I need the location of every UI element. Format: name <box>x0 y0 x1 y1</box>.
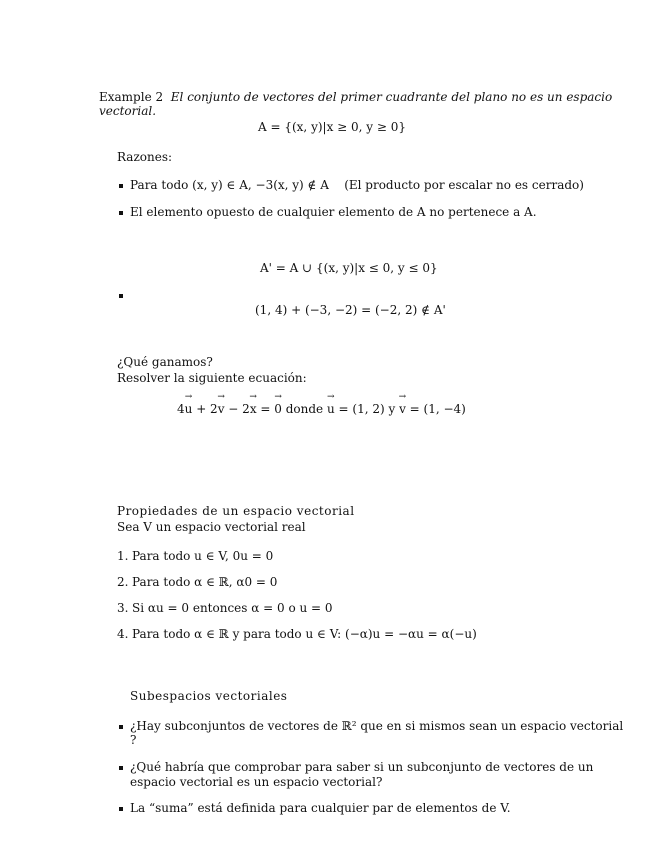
example-statement-line1: El conjunto de vectores del primer cuadrante del plano no es un espacio <box>170 90 613 104</box>
prop-item-text: Para todo α ∈ ℝ, α0 = 0 <box>132 575 278 589</box>
prop-item-number: 1. <box>117 549 129 563</box>
razones-bullet1-note: (El producto por escalar no es cerrado) <box>344 178 584 192</box>
vector-equation <box>177 402 466 416</box>
propiedades-intro: Sea V un espacio vectorial real <box>117 520 306 534</box>
vector-zero: → 0 <box>274 402 282 416</box>
eq-minus: − 2 <box>224 402 250 416</box>
set-definition: A = {(x, y)|x ≥ 0, y ≥ 0} <box>258 120 407 134</box>
subespacios-bullet1-line1: ¿Hay subconjuntos de vectores de ℝ² que en si mismos sean un espacio vectorial <box>130 719 624 733</box>
subespacios-title: Subespacios vectoriales <box>130 689 288 703</box>
bullet-marker <box>119 807 123 811</box>
eq-u-value: = (1, 2) y <box>334 402 400 416</box>
bullet-marker <box>119 211 123 215</box>
eq-v-value: = (1, −4) <box>405 402 466 416</box>
eq-donde: donde <box>281 402 327 416</box>
eq-plus: + 2 <box>192 402 218 416</box>
eq-equals: = <box>256 402 275 416</box>
prop-item-number: 3. <box>117 601 129 615</box>
razones-bullet1 <box>130 178 584 192</box>
vector-u: → u <box>185 402 193 416</box>
example-label: Example 2 <box>99 90 164 104</box>
vector-x: → x <box>250 402 257 416</box>
prop-item-number: 4. <box>117 627 129 641</box>
vector-u-def: → u <box>327 402 335 416</box>
union-definition: A' = A ∪ {(x, y)|x ≤ 0, y ≤ 0} <box>260 261 438 275</box>
eq-coef: 4 <box>177 402 185 416</box>
subespacios-bullet2-line1: ¿Qué habría que comprobar para saber si un subconjunto de vectores de un <box>130 760 594 774</box>
bullet-marker <box>119 725 123 729</box>
prop-item-text: Para todo α ∈ ℝ y para todo u ∈ V: (−α)u = −αu = α(−u) <box>132 627 477 641</box>
subespacios-bullet1-line2: ? <box>130 733 137 747</box>
vector-v-def: → v <box>399 402 406 416</box>
ganamos-title: ¿Qué ganamos? <box>117 355 213 369</box>
prop-item-number: 2. <box>117 575 129 589</box>
propiedades-title: Propiedades de un espacio vectorial <box>117 504 355 518</box>
bullet-marker <box>119 184 123 188</box>
bullet-marker <box>119 294 123 298</box>
example-statement-line2: vectorial. <box>99 104 157 118</box>
prop-item-text: Si αu = 0 entonces α = 0 o u = 0 <box>132 601 333 615</box>
sum-equation: (1, 4) + (−3, −2) = (−2, 2) ∉ A' <box>255 303 446 317</box>
bullet-marker <box>119 766 123 770</box>
vector-v: → v <box>218 402 225 416</box>
ganamos-instruction: Resolver la siguiente ecuación: <box>117 371 307 385</box>
prop-item-text: Para todo u ∈ V, 0u = 0 <box>132 549 274 563</box>
razones-bullet1-text: Para todo (x, y) ∈ A, −3(x, y) ∉ A <box>130 178 329 192</box>
razones-bullet2: El elemento opuesto de cualquier elemento de A no pertenece a A. <box>130 205 537 219</box>
example-heading <box>99 90 612 104</box>
subespacios-bullet3: La “suma” está definida para cualquier par de elementos de V. <box>130 801 511 815</box>
razones-title: Razones: <box>117 150 173 164</box>
subespacios-bullet2-line2: espacio vectorial es un espacio vectorial? <box>130 775 383 789</box>
